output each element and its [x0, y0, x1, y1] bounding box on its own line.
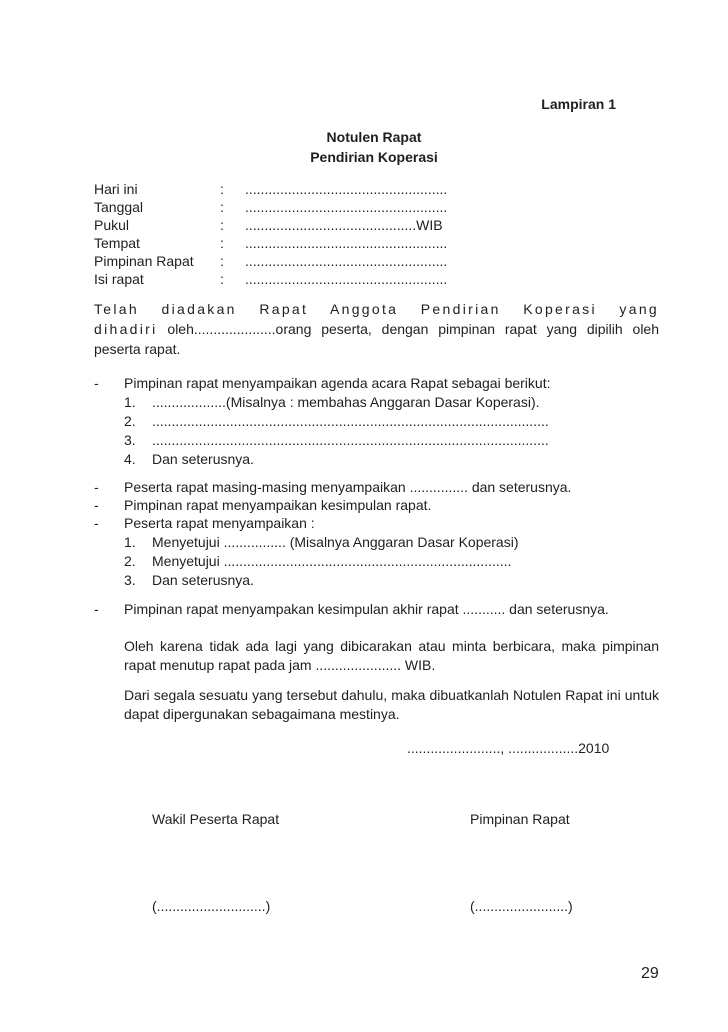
field-colon: : — [220, 217, 224, 233]
document-title: Notulen Rapat — [326, 129, 422, 145]
signature-right-title: Pimpinan Rapat — [470, 811, 570, 827]
convey-intro: Peserta rapat menyampaikan : — [124, 515, 315, 531]
document-subtitle: Pendirian Koperasi — [310, 149, 438, 165]
signature-left-blank: (............................) — [152, 898, 271, 914]
field-label-date: Tanggal — [94, 199, 144, 215]
final-conclusion-statement: Pimpinan rapat menyampakan kesimpulan akhir rapat ........... dan seterusnya. — [124, 601, 609, 617]
convey-item-number: 2. — [124, 553, 136, 569]
field-colon: : — [220, 235, 224, 251]
convey-item-number: 1. — [124, 534, 136, 550]
page-number: 29 — [641, 965, 659, 982]
field-colon: : — [220, 271, 224, 287]
bullet-dash: - — [94, 479, 99, 495]
field-label-chair: Pimpinan Rapat — [94, 253, 194, 269]
participants-statement: Peserta rapat masing-masing menyampaikan ............... dan seterusnya. — [124, 479, 572, 495]
agenda-item-number: 3. — [124, 432, 136, 448]
agenda-item-text: ...................................................................................................... — [152, 432, 549, 448]
signature-right-blank: (........................) — [470, 898, 573, 914]
signature-left-title: Wakil Peserta Rapat — [152, 811, 280, 827]
agenda-intro: Pimpinan rapat menyampaikan agenda acara Rapat sebagai berikut: — [124, 375, 551, 391]
agenda-item-number: 2. — [124, 413, 136, 429]
agenda-item-text: ...................................................................................................... — [152, 413, 549, 429]
field-value-place: .................................................... — [245, 235, 448, 251]
bullet-dash: - — [94, 601, 99, 617]
agenda-item-text: ...................(Misalnya : membahas Anggaran Dasar Koperasi). — [152, 394, 540, 410]
field-label-day: Hari ini — [94, 181, 138, 197]
field-colon: : — [220, 253, 224, 269]
intro-line-1: Telah diadakan Rapat Anggota Pendirian Koperasi yang dihadiri — [94, 301, 659, 337]
date-line: ........................, ..................2010 — [407, 740, 610, 756]
field-colon: : — [220, 181, 224, 197]
convey-item-text: Menyetujui .......................................................................... — [152, 553, 512, 569]
agenda-item-text: Dan seterusnya. — [152, 451, 254, 467]
agenda-item-number: 1. — [124, 394, 136, 410]
field-label-place: Tempat — [94, 235, 140, 251]
field-value-content: .................................................... — [245, 271, 448, 287]
appendix-label: Lampiran 1 — [541, 96, 616, 112]
bullet-dash: - — [94, 515, 99, 531]
intro-line-2: oleh.....................orang peserta, dengan pimpinan rapat yang dipilih oleh peserta rapat. — [94, 321, 659, 357]
conclusion-statement: Pimpinan rapat menyampaikan kesimpulan rapat. — [124, 497, 432, 513]
field-value-time: ............................................WIB — [245, 217, 443, 233]
intro-paragraph — [94, 299, 659, 359]
agenda-item-number: 4. — [124, 451, 136, 467]
field-colon: : — [220, 199, 224, 215]
convey-item-text: Dan seterusnya. — [152, 572, 254, 588]
field-value-date: .................................................... — [245, 199, 448, 215]
field-value-day: .................................................... — [245, 181, 448, 197]
closing-paragraph: Oleh karena tidak ada lagi yang dibicarakan atau minta berbicara, maka pimpinan rapat menutup rapat pada jam ...................... WIB. — [124, 638, 659, 673]
field-label-time: Pukul — [94, 217, 130, 233]
field-label-content: Isi rapat — [94, 271, 144, 287]
convey-item-number: 3. — [124, 572, 136, 588]
notulen-paragraph: Dari segala sesuatu yang tersebut dahulu, maka dibuatkanlah Notulen Rapat ini untuk dapat dipergunakan sebagaimana mestinya. — [124, 687, 659, 722]
field-value-chair: .................................................... — [245, 253, 448, 269]
bullet-dash: - — [94, 375, 99, 391]
convey-item-text: Menyetujui ................ (Misalnya Anggaran Dasar Koperasi) — [152, 534, 519, 550]
bullet-dash: - — [94, 497, 99, 513]
